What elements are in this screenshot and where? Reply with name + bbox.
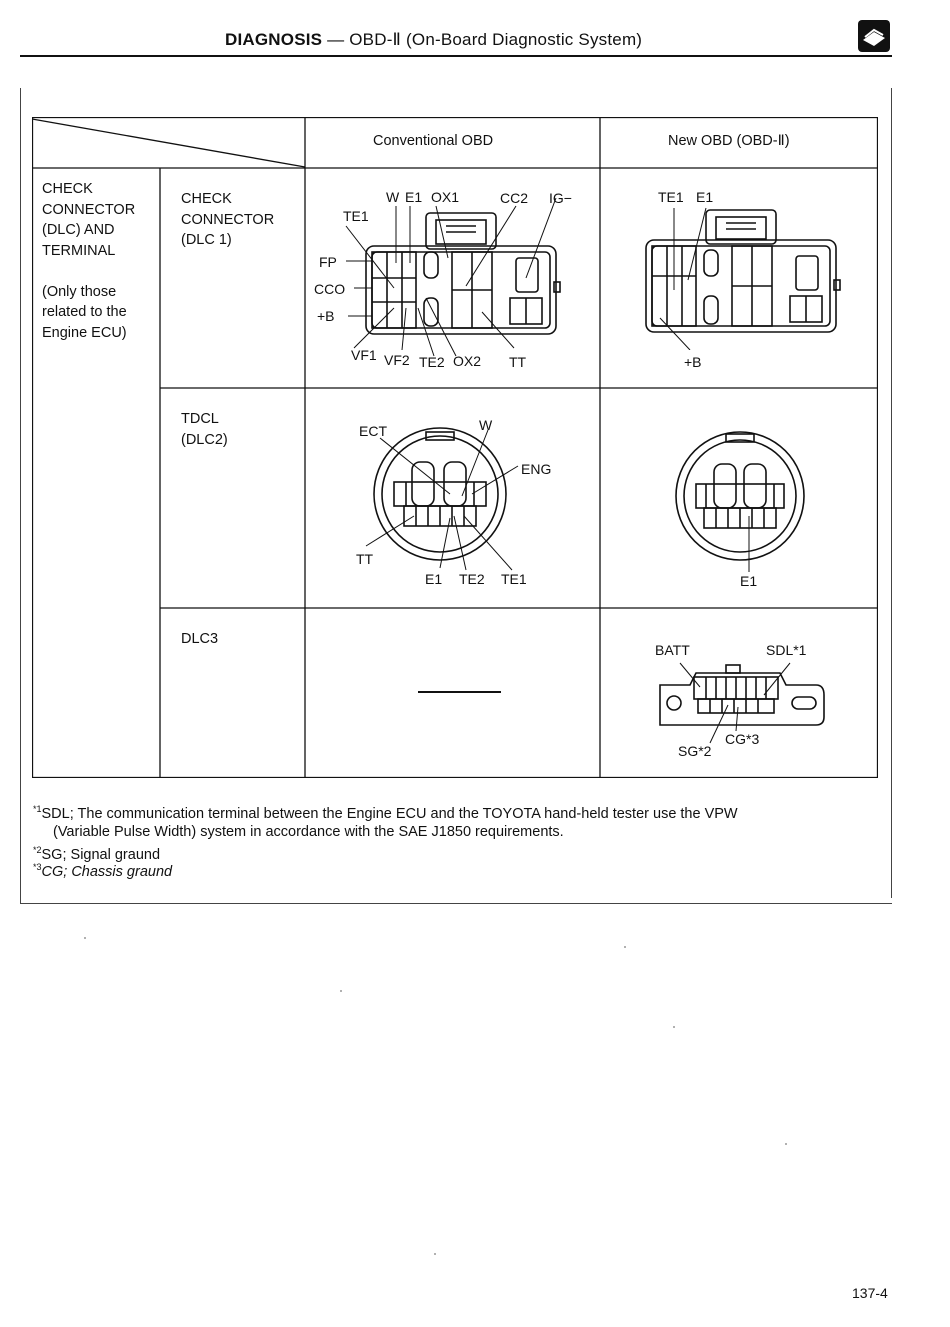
header-rule (20, 55, 892, 57)
footnote-1-continued: (Variable Pulse Width) system in accordance with the SAE J1850 requirements. (53, 824, 564, 840)
dlc2-conv-label-te2: TE2 (459, 571, 485, 587)
title-bold: DIAGNOSIS (225, 30, 323, 49)
row-group-label: CHECK CONNECTOR (DLC) AND TERMINAL (Only those related to the Engine ECU) (42, 181, 136, 341)
row-name-dlc1: CHECK CONNECTOR (DLC 1) (181, 191, 275, 248)
scan-speck (673, 1026, 675, 1028)
dlc2-new-connector (670, 420, 810, 580)
dlc1-conv-label-ig: IG− (549, 190, 572, 206)
dlc3-new-label-batt: BATT (655, 642, 690, 658)
dlc1-new-connector (630, 200, 850, 350)
dlc2-conv-label-ect: ECT (359, 423, 387, 439)
scan-speck (785, 1143, 787, 1145)
dlc2-conv-label-tt: TT (356, 551, 374, 567)
footnote-3: $^{*3}$CG; Chassis graund (33, 862, 173, 880)
dlc1-conv-label-e1: E1 (405, 189, 423, 205)
dlc3-new-label-sdl: SDL*1 (766, 642, 807, 658)
dlc2-conv-label-w: W (479, 417, 493, 433)
dlc1-conv-label-te1: TE1 (343, 208, 369, 224)
dlc1-conv-label-cco: CCO (314, 281, 346, 297)
dlc2-new-label-e1: E1 (740, 573, 758, 589)
scan-speck (84, 937, 86, 939)
dlc1-conv-label-w: W (386, 189, 400, 205)
dlc1-conv-label-ox1: OX1 (431, 189, 460, 205)
dlc2-conv-label-eng: ENG (521, 461, 552, 477)
dlc3-new-label-cg: CG*3 (725, 731, 760, 747)
dlc2-conv-label-e1: E1 (425, 571, 443, 587)
dlc3-new-label-sg: SG*2 (678, 743, 712, 759)
row-name-dlc3: DLC3 (181, 631, 219, 647)
dlc3-conventional-not-applicable (418, 691, 501, 693)
col-header-conventional: Conventional OBD (373, 133, 494, 149)
dlc1-conv-label-b: +B (317, 308, 335, 324)
page-title (225, 30, 642, 50)
frame-bottom (20, 903, 892, 904)
page-number: 137-4 (852, 1285, 888, 1301)
dlc1-conv-label-ox2: OX2 (453, 353, 482, 369)
dlc1-new-label-b: +B (684, 354, 702, 370)
footnote-2: $^{*2}$SG; Signal graund (33, 845, 161, 863)
dlc1-conv-label-cc2: CC2 (500, 190, 529, 206)
scan-speck (340, 990, 342, 992)
dlc1-conv-label-te2: TE2 (419, 354, 445, 370)
manual-book-icon (858, 20, 890, 52)
footnote-1: $^{*1}$SDL; The communication terminal between the Engine ECU and the TOYOTA hand-held tester use the VPW (33, 804, 738, 822)
title-rest: — OBD-Ⅱ (On-Board Diagnostic System) (322, 30, 643, 49)
frame-right (891, 88, 892, 898)
scan-speck (434, 1253, 436, 1255)
dlc1-new-label-te1: TE1 (658, 189, 684, 205)
dlc1-conv-label-vf2: VF2 (384, 352, 410, 368)
dlc1-conv-label-fp: FP (319, 254, 337, 270)
frame-left (20, 88, 21, 903)
dlc2-conv-label-te1: TE1 (501, 571, 527, 587)
scan-speck (624, 946, 626, 948)
dlc1-conv-label-tt: TT (509, 354, 527, 370)
dlc1-new-label-e1: E1 (696, 189, 714, 205)
dlc1-conv-label-vf1: VF1 (351, 347, 377, 363)
row-name-dlc2: TDCL (DLC2) (181, 411, 228, 448)
col-header-new: New OBD (OBD-Ⅱ) (668, 133, 790, 149)
